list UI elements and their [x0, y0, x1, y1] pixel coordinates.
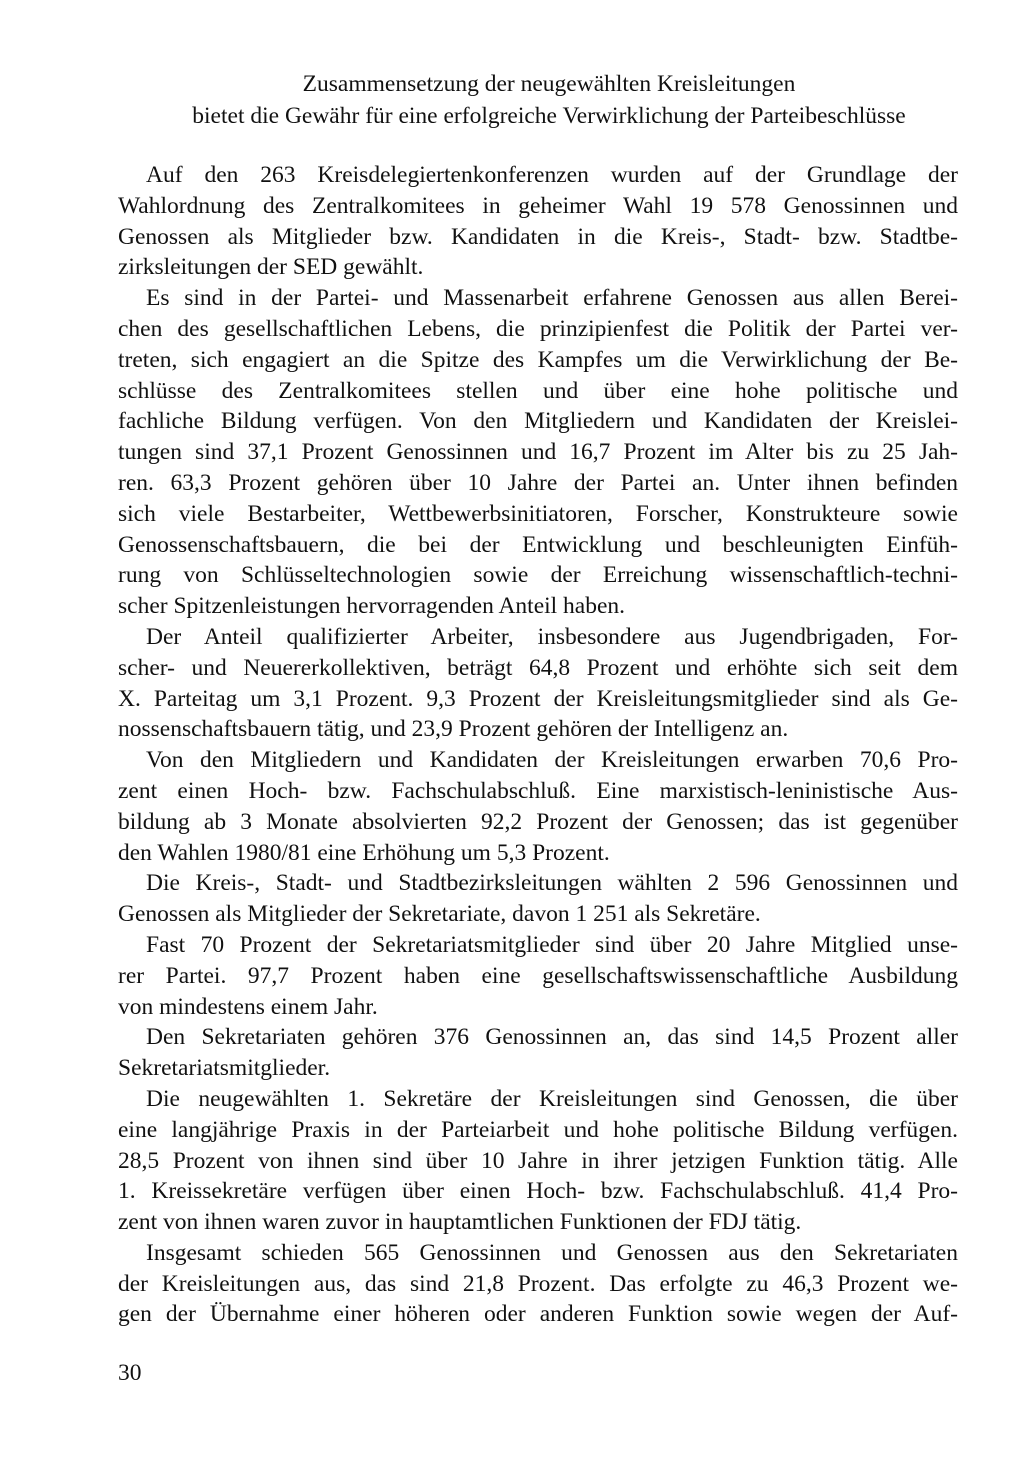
text-line: Der Anteil qualifizierter Arbeiter, insbesondere aus Jugendbrigaden, For-	[146, 623, 958, 650]
paragraph	[118, 868, 958, 930]
text-line: von mindestens einem Jahr.	[118, 993, 378, 1020]
paragraph	[118, 1022, 958, 1084]
text-line: scher- und Neuererkollektiven, beträgt 64,8 Prozent und erhöhte sich seit dem	[118, 654, 958, 681]
section-heading	[140, 68, 958, 132]
paragraph	[118, 160, 958, 283]
paragraph	[118, 283, 958, 622]
text-line: gen der Übernahme einer höheren oder anderen Funktion sowie wegen der Auf-	[118, 1301, 958, 1328]
text-line: rer Partei. 97,7 Prozent haben eine gesellschaftswissenschaftliche Ausbildung	[118, 962, 958, 989]
text-line: Von den Mitgliedern und Kandidaten der Kreisleitungen erwarben 70,6 Pro-	[146, 747, 958, 774]
text-line: Die neugewählten 1. Sekretäre der Kreisleitungen sind Genossen, die über	[146, 1085, 958, 1112]
text-line: nossenschaftsbauern tätig, und 23,9 Prozent gehören der Intelligenz an.	[118, 716, 789, 743]
heading-line-1: Zusammensetzung der neugewählten Kreisleitungen	[302, 71, 796, 97]
body-text	[118, 160, 958, 1330]
text-line: treten, sich engagiert an die Spitze des Kampfes um die Verwirklichung der Be-	[118, 346, 958, 373]
text-line: Insgesamt schieden 565 Genossinnen und Genossen aus den Sekretariaten	[146, 1239, 958, 1266]
text-line: sich viele Bestarbeiter, Wettbewerbsinitiatoren, Forscher, Konstrukteure sowie	[118, 500, 958, 527]
document-page	[118, 68, 958, 1330]
text-line: zent von ihnen waren zuvor in hauptamtlichen Funktionen der FDJ tätig.	[118, 1209, 802, 1236]
text-line: ren. 63,3 Prozent gehören über 10 Jahre der Partei an. Unter ihnen befinden	[118, 469, 958, 496]
paragraph	[118, 1238, 958, 1330]
text-line: 1. Kreissekretäre verfügen über einen Hoch- bzw. Fachschulabschluß. 41,4 Pro-	[118, 1178, 958, 1205]
page-number: 30	[118, 1360, 142, 1386]
text-line: Wahlordnung des Zentralkomitees in geheimer Wahl 19 578 Genossinnen und	[118, 192, 958, 219]
text-line: 28,5 Prozent von ihnen sind über 10 Jahre in ihrer jetzigen Funktion tätig. Alle	[118, 1147, 958, 1174]
text-line: Die Kreis-, Stadt- und Stadtbezirksleitungen wählten 2 596 Genossinnen und	[146, 870, 958, 897]
paragraph	[118, 745, 958, 868]
text-line: den Wahlen 1980/81 eine Erhöhung um 5,3 Prozent.	[118, 839, 610, 866]
text-line: Genossenschaftsbauern, die bei der Entwicklung und beschleunigten Einfüh-	[118, 531, 958, 558]
text-line: der Kreisleitungen aus, das sind 21,8 Prozent. Das erfolgte zu 46,3 Prozent we-	[118, 1270, 958, 1297]
text-line: chen des gesellschaftlichen Lebens, die prinzipienfest die Politik der Partei ver-	[118, 315, 958, 342]
text-line: Genossen als Mitglieder bzw. Kandidaten in die Kreis-, Stadt- bzw. Stadtbe-	[118, 223, 958, 250]
text-line: tungen sind 37,1 Prozent Genossinnen und 16,7 Prozent im Alter bis zu 25 Jah-	[118, 439, 958, 466]
text-line: bildung ab 3 Monate absolvierten 92,2 Prozent der Genossen; das ist gegenüber	[118, 808, 958, 835]
paragraph	[118, 930, 958, 1022]
text-line: Den Sekretariaten gehören 376 Genossinnen an, das sind 14,5 Prozent aller	[146, 1024, 958, 1051]
paragraph	[118, 1084, 958, 1238]
text-line: rung von Schlüsseltechnologien sowie der Erreichung wissenschaftlich-techni-	[118, 562, 958, 589]
text-line: Es sind in der Partei- und Massenarbeit erfahrene Genossen aus allen Berei-	[146, 285, 958, 312]
text-line: fachliche Bildung verfügen. Von den Mitgliedern und Kandidaten der Kreislei-	[118, 408, 958, 435]
text-line: zirksleitungen der SED gewählt.	[118, 254, 424, 281]
text-line: Sekretariatsmitglieder.	[118, 1055, 331, 1082]
text-line: zent einen Hoch- bzw. Fachschulabschluß. Eine marxistisch-leninistische Aus-	[118, 777, 958, 804]
text-line: eine langjährige Praxis in der Parteiarbeit und hohe politische Bildung verfügen.	[118, 1116, 958, 1143]
paragraph	[118, 622, 958, 745]
text-line: Auf den 263 Kreisdelegiertenkonferenzen wurden auf der Grundlage der	[146, 162, 958, 188]
heading-line-2: bietet die Gewähr für eine erfolgreiche Verwirklichung der Parteibeschlüsse	[192, 103, 906, 129]
text-line: Genossen als Mitglieder der Sekretariate, davon 1 251 als Sekretäre.	[118, 901, 761, 928]
text-line: Fast 70 Prozent der Sekretariatsmitglieder sind über 20 Jahre Mitglied unse-	[146, 931, 958, 958]
text-line: scher Spitzenleistungen hervorragenden Anteil haben.	[118, 593, 626, 620]
text-line: schlüsse des Zentralkomitees stellen und über eine hohe politische und	[118, 377, 958, 404]
text-line: X. Parteitag um 3,1 Prozent. 9,3 Prozent der Kreisleitungsmitglieder sind als Ge-	[118, 685, 958, 712]
